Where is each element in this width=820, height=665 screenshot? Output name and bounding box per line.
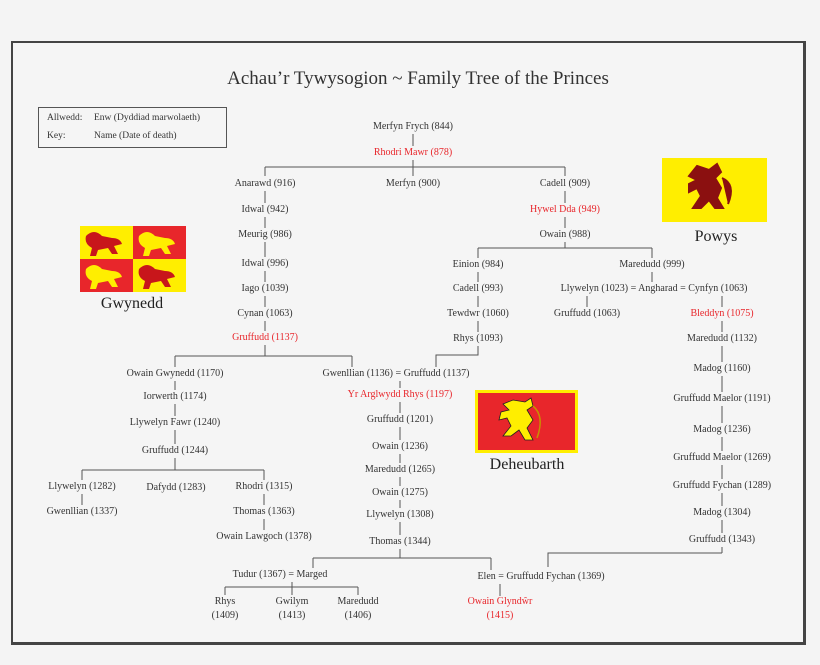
person-node [337,595,378,623]
person-date: (1409) [211,610,239,621]
person-node-highlighted: Yr Arglwydd Rhys (1197) [347,389,453,400]
deheubarth-label: Deheubarth [489,456,565,473]
person-node: Rhodri (1315) [235,481,293,492]
gwynedd-label: Gwynedd [100,295,164,312]
person-node: Idwal (996) [241,258,289,269]
person-node: Tudur (1367) = Marged [232,569,328,580]
person-node: Owain (1236) [372,441,428,452]
person-node: Cadell (993) [452,283,504,294]
person-node: Thomas (1363) [233,506,295,517]
deheubarth-flag [475,390,578,453]
person-node: Madog (1160) [693,363,751,374]
key-welsh-text: Enw (Dyddiad marwolaeth) [94,113,201,123]
person-name: Rhys [214,596,236,607]
person-node [212,595,239,623]
person-node: Llywelyn (1308) [366,509,434,520]
person-node: Gruffudd Maelor (1191) [673,393,771,404]
person-node: Llywelyn (1023) = Angharad = Cynfyn (1063) [560,283,748,294]
person-node: Cynan (1063) [237,308,293,319]
person-node: Llywelyn (1282) [48,481,116,492]
person-node: Einion (984) [452,259,504,270]
person-node: Owain (988) [539,229,591,240]
person-node-highlighted: Hywel Dda (949) [530,204,600,215]
person-node-highlighted: Bleddyn (1075) [690,308,754,319]
person-node-highlighted: Rhodri Mawr (878) [373,147,453,158]
person-node: Merfyn Frych (844) [373,121,453,132]
person-node [276,595,309,623]
person-node: Thomas (1344) [369,536,431,547]
person-node: Dafydd (1283) [146,482,206,493]
person-date: (1413) [278,610,306,621]
person-node: Iorwerth (1174) [143,391,207,402]
diagram-title: Achau’r Tywysogion ~ Family Tree of the Princes [227,68,609,89]
person-node: Owain (1275) [372,487,428,498]
key-box [38,107,227,148]
person-node: Gruffudd (1244) [141,445,209,456]
powys-flag [662,158,767,222]
person-node: Idwal (942) [241,204,289,215]
person-node: Gruffudd (1343) [688,534,756,545]
person-node: Gruffudd Fychan (1289) [672,480,772,491]
person-node: Madog (1236) [693,424,751,435]
person-node: Elen = Gruffudd Fychan (1369) [477,571,605,582]
key-english-label: Key: [47,131,66,141]
person-name: Owain Glyndŵr [467,596,533,607]
person-node-highlighted [468,595,533,623]
person-node: Llywelyn Fawr (1240) [129,417,221,428]
person-node: Gwenllian (1136) = Gruffudd (1137) [322,368,470,379]
person-node: Madog (1304) [693,507,751,518]
person-node: Gruffudd Maelor (1269) [673,452,771,463]
person-node-highlighted: Gruffudd (1137) [232,332,298,343]
person-date: (1415) [486,610,514,621]
person-node: Merfyn (900) [385,178,441,189]
gwynedd-flag [80,226,186,292]
person-node: Gruffudd (1201) [366,414,434,425]
person-node: Anarawd (916) [234,178,296,189]
person-node: Owain Gwynedd (1170) [126,368,224,379]
connector-line [436,346,478,367]
person-node: Maredudd (1265) [364,464,436,475]
person-node: Tewdwr (1060) [447,308,509,319]
person-node: Maredudd (1132) [687,333,757,344]
person-node: Maredudd (999) [619,259,685,270]
person-name: Gwilym [275,596,309,607]
person-node: Cadell (909) [539,178,591,189]
powys-label: Powys [694,228,738,245]
key-english-text: Name (Date of death) [94,131,177,141]
key-welsh-label: Allwedd: [47,113,83,123]
person-node: Meurig (986) [238,229,292,240]
person-node: Gruffudd (1063) [553,308,621,319]
connector-line [548,553,722,567]
person-node: Rhys (1093) [453,333,503,344]
person-name: Maredudd [337,596,379,607]
person-date: (1406) [344,610,372,621]
person-node: Iago (1039) [241,283,289,294]
person-node: Gwenllian (1337) [46,506,118,517]
person-node: Owain Lawgoch (1378) [216,531,312,542]
